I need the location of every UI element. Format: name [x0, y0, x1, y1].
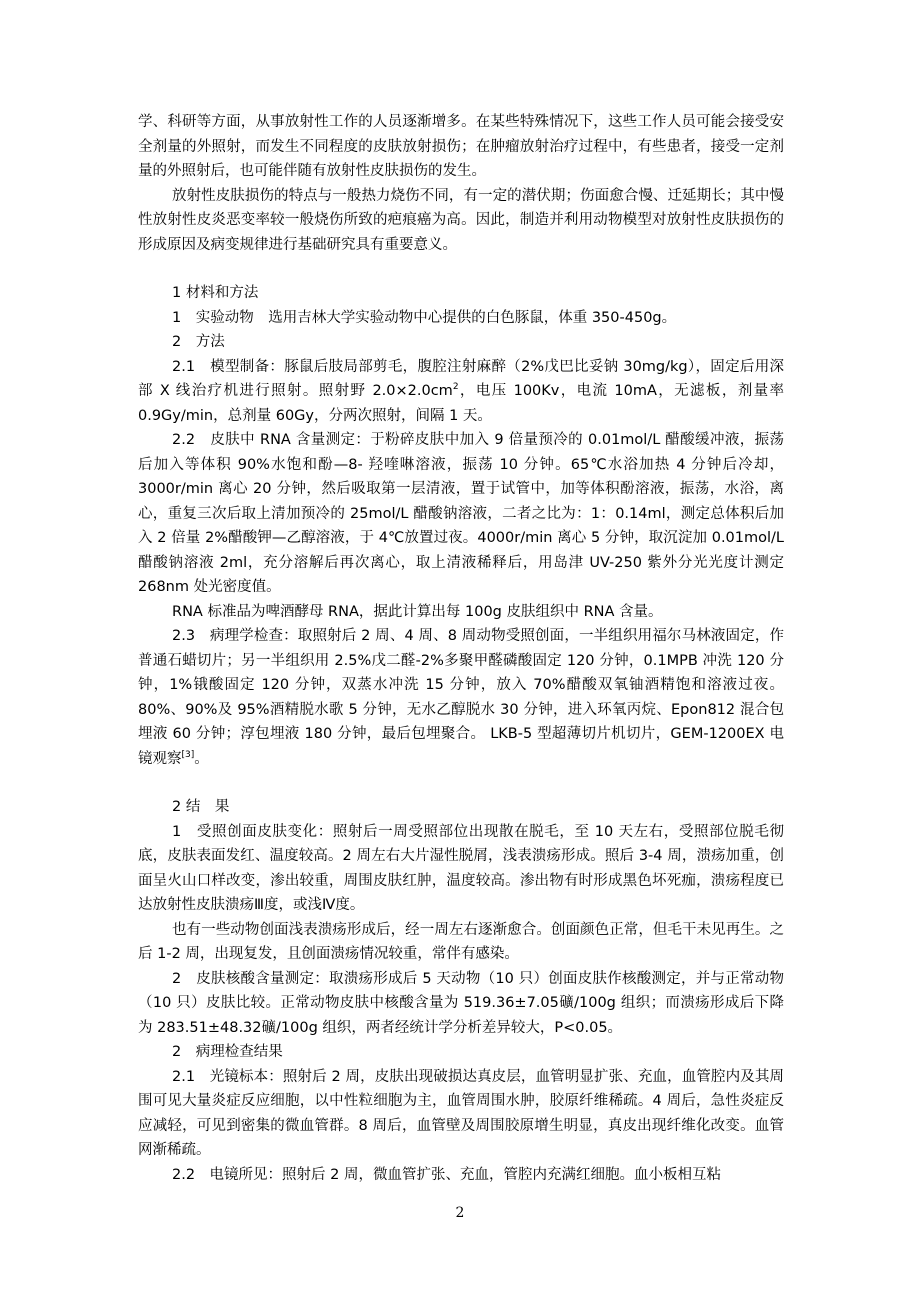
citation-3: [3]: [181, 749, 195, 760]
model-prep-text-b: ，电压 100Kv，电流 10mA，无滤板，剂量率 0.9Gy/min，总剂量 60Gy，分两次照射，间隔 1 天。: [138, 383, 784, 424]
subheading-pathology-results: 2 病理检查结果: [172, 1044, 283, 1060]
paragraph-electron-microscopy: 2.2 电镜所见：照射后 2 周，微血管扩张、充血，管腔内充满红细胞。血小板相互粘: [172, 1166, 722, 1183]
paragraph-significance: 放射性皮肤损伤的特点与一般热力烧伤不同，有一定的潜伏期；伤面愈合慢、迁延期长；其中慢性放射性皮炎恶变率较一般烧伤所致的疤痕癌为高。因此，制造并利用动物模型对放射性皮肤损伤的形成原因及病变规律进行基础研究具有重要意义。: [138, 187, 784, 253]
heading-results: 2 结 果: [172, 799, 230, 815]
body-text: [138, 110, 784, 1187]
paragraph-rna-standard: RNA 标准品为啤酒酵母 RNA，据此计算出每 100g 皮肤组织中 RNA 含量。: [172, 603, 663, 620]
superscript-squared: 2: [452, 382, 459, 393]
paragraph-pathology: [138, 624, 784, 771]
model-prep-text-a: 2.1 模型制备：豚鼠后肢局部剪毛，腹腔注射麻醉（2%戊巴比妥钠 30mg/kg），固定后用深部 X 线治疗机进行照射。照射野 2.0×2.0cm: [138, 358, 784, 399]
paragraph-model-preparation: [138, 355, 784, 429]
paragraph-rna-measurement: 2.2 皮肤中 RNA 含量测定：于粉碎皮肤中加入 9 倍量预冷的 0.01mol/L 醋酸缓冲液，振荡后加入等体积 90%水饱和酚—8- 羟喹啉溶液，振荡 10 分钟。65℃水浴加热 4 分钟后冷却，3000r/min 离心 20 分钟，然后吸取第一层清液，置于试管中，加等体积酚溶液，振荡，水浴，离心，重复三次后取上清加预冷的 25mol/L 醋酸钠溶液，二者之比为：1：0.14ml，测定总体积后加入 2 倍量 2%醋酸钾—乙醇溶液，于 4℃放置过夜。4000r/min 离心 5 分钟，取沉淀加 0.01mol/L 醋酸钠溶液 2ml，充分溶解后再次离心，取上清液稀释后，用岛津 UV-250 紫外分光光度计测定 268nm 处光密度值。: [138, 432, 784, 595]
paragraph-animals: 1 实验动物 选用吉林大学实验动物中心提供的白色豚鼠，体重 350-450g。: [172, 309, 677, 326]
pathology-end: 。: [194, 750, 209, 767]
pathology-text: 2.3 病理学检查：取照射后 2 周、4 周、8 周动物受照创面，一半组织用福尔马林液固定，作普通石蜡切片；另一半组织用 2.5%戊二醛-2%多聚甲醛磷酸固定 120 分钟，0.1MPB 冲洗 120 分钟，1%锇酸固定 120 分钟，双蒸水冲洗 15 分钟，放入 70%醋酸双氧铀酒精饱和溶液过夜。80%、90%及 95%酒精脱水歌 5 分钟，无水乙醇脱水 30 分钟，进入环氧丙烷、Epon812 混合包埋液 60 分钟；淳包埋液 180 分钟，最后包埋聚合。 LKB-5 型超薄切片机切片，GEM-1200EX 电镜观察: [138, 628, 784, 767]
paragraph-light-microscopy: 2.1 光镜标本：照射后 2 周，皮肤出现破损达真皮层，血管明显扩张、充血，血管腔内及其周围可见大量炎症反应细胞，以中性粒细胞为主，血管周围水肿，胶原纤维稀疏。4 周后，急性炎症反应减轻，可见到密集的微血管群。8 周后，血管壁及周围胶原增生明显，真皮出现纤维化改变。血管网渐稀疏。: [138, 1068, 784, 1158]
paragraph-nucleic-acid: 2 皮肤核酸含量测定：取溃疡形成后 5 天动物（10 只）创面皮肤作核酸测定，并与正常动物（10 只）皮肤比较。正常动物皮肤中核酸含量为 519.36±7.05礦/100g 组织；而溃疡形成后下降为 283.51±48.32礦/100g 组织，两者经统计学分析差异较大，P<0.05。: [138, 970, 784, 1036]
page-number: 2: [455, 1205, 465, 1221]
paragraph-skin-changes: 1 受照创面皮肤变化：照射后一周受照部位出现散在脱毛，至 10 天左右，受照部位脱毛彻底，皮肤表面发红、温度较高。2 周左右大片湿性脱屑，浅表溃疡形成。照后 3-4 周，溃疡加重，创面呈火山口样改变，渗出较重，周围皮肤红肿，温度较高。渗出物有时形成黑色坏死痂，溃疡程度已达放射性皮肤溃疡Ⅲ度，或浅Ⅳ度。: [138, 823, 784, 913]
paragraph-intro-continued: 学、科研等方面，从事放射性工作的人员逐渐增多。在某些特殊情况下，这些工作人员可能会接受安全剂量的外照射，而发生不同程度的皮肤放射损伤；在肿瘤放射治疗过程中，有些患者，接受一定剂量的外照射后，也可能伴随有放射性皮肤损伤的发生。: [138, 114, 784, 179]
heading-materials-methods: 1 材料和方法: [172, 285, 259, 301]
subheading-methods: 2 方法: [172, 334, 225, 350]
paragraph-healing: 也有一些动物创面浅表溃疡形成后，经一周左右逐渐愈合。创面颜色正常，但毛干未见再生。之后 1-2 周，出现复发，且创面溃疡情况较重，常伴有感染。: [138, 921, 784, 962]
